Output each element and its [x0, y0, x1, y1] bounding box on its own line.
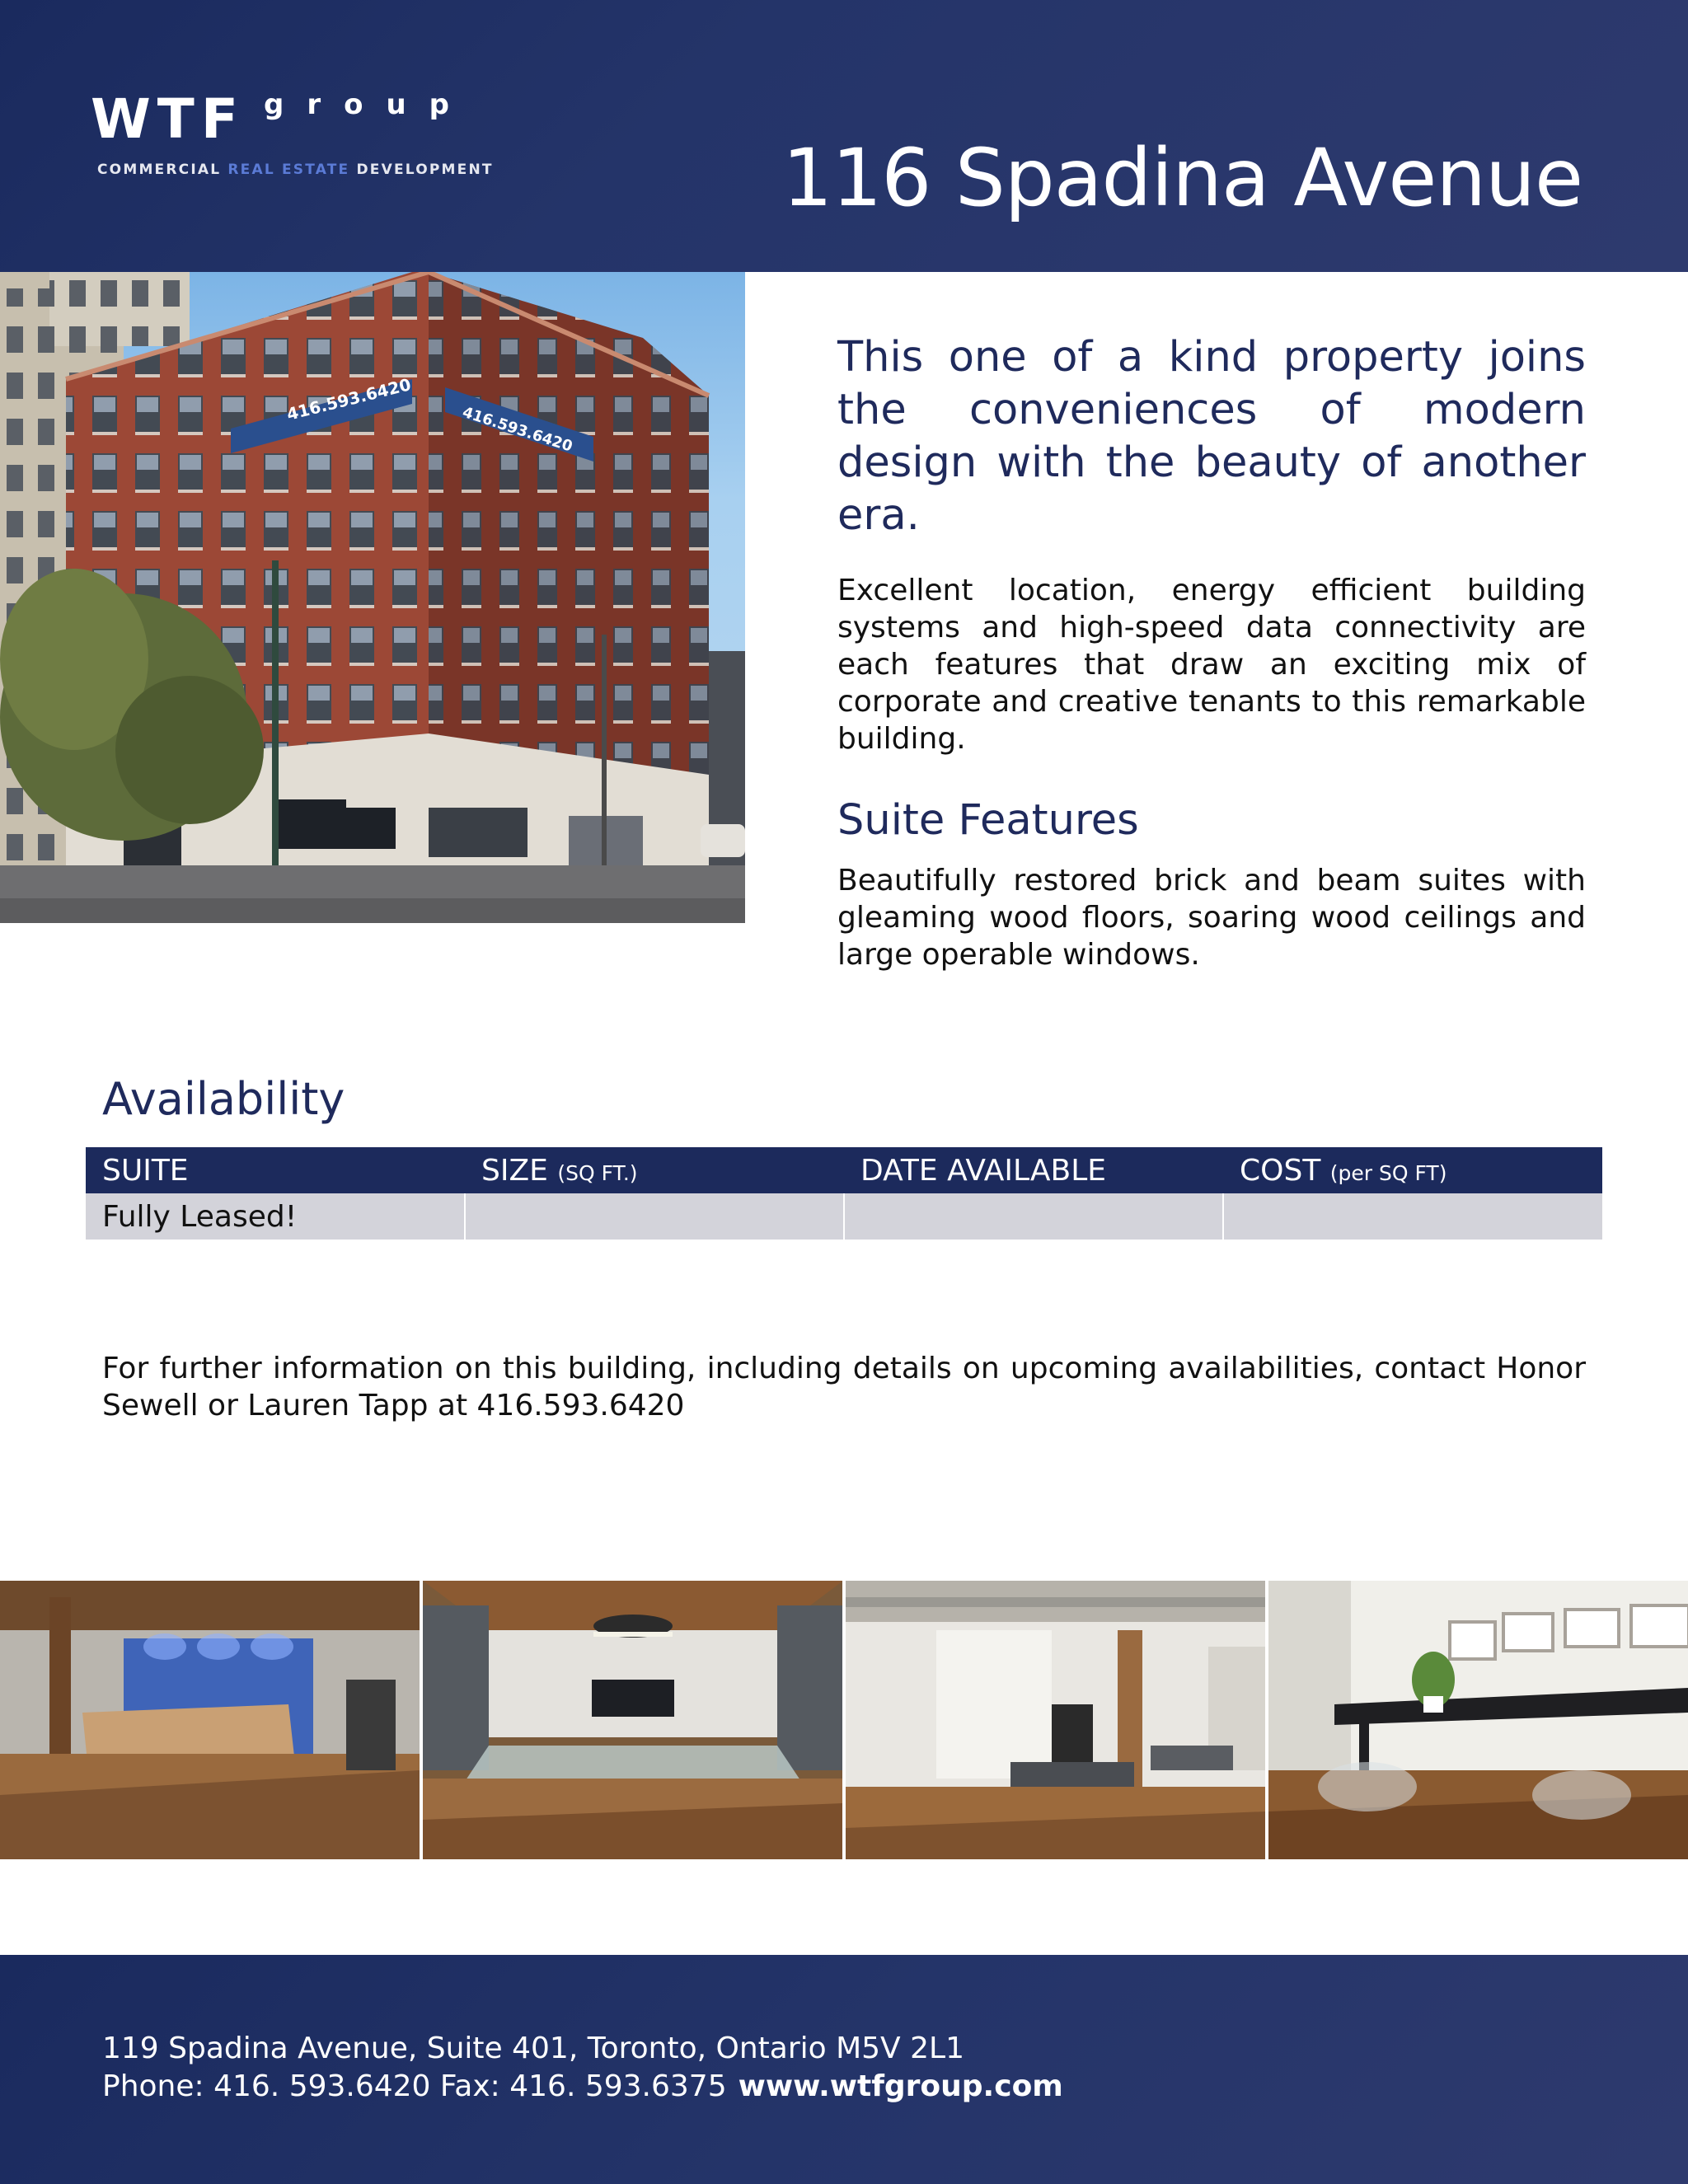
footer-banner — [0, 1955, 1688, 2184]
interior-photo-strip — [0, 1581, 1688, 1859]
banner-phone-text-2: 416.593.6420 — [460, 403, 575, 456]
reception-photo — [0, 1581, 420, 1859]
column-header-cost: COST (per SQ FT) — [1223, 1147, 1602, 1193]
table-cell-cost — [1223, 1193, 1602, 1240]
banner-phone-text-1: 416.593.6420 — [284, 374, 413, 424]
column-header-suite: SUITE — [86, 1147, 465, 1193]
column-header-size: SIZE (SQ FT.) — [465, 1147, 844, 1193]
footer-phone-fax: Phone: 416. 593.6420 Fax: 416. 593.6375 — [102, 2069, 727, 2103]
footer-address: 119 Spadina Avenue, Suite 401, Toronto, Ontario M5V 2L1 — [102, 2032, 964, 2065]
building-exterior-photo — [0, 272, 745, 923]
contact-note: For further information on this building, including details on upcoming availabilities, contact Honor Sewell or Lauren Tapp at 416.593.6420 — [102, 1352, 1586, 1422]
footer-contact-line — [102, 2069, 1063, 2104]
table-header-row — [86, 1147, 1602, 1193]
logo-tagline: COMMERCIAL REAL ESTATE DEVELOPMENT — [97, 162, 494, 178]
availability-heading: Availability — [102, 1073, 345, 1125]
property-description — [837, 331, 1586, 973]
table-row — [86, 1193, 1602, 1240]
logo-superscript: group — [264, 88, 473, 121]
suite-features-heading: Suite Features — [837, 796, 1139, 845]
lead-paragraph: This one of a kind property joins the conveniences of modern design with the beauty of another era. — [837, 333, 1586, 540]
logo-wordmark: WTF — [91, 87, 245, 151]
page-title: 116 Spadina Avenue — [782, 132, 1582, 225]
open-office-photo — [846, 1581, 1265, 1859]
footer-website-link[interactable]: www.wtfgroup.com — [738, 2069, 1063, 2103]
meeting-room-photo — [1268, 1581, 1688, 1859]
wtf-group-logo — [91, 87, 519, 191]
availability-table — [86, 1147, 1602, 1240]
header-banner — [0, 0, 1688, 272]
description-paragraph: Excellent location, energy efficient building systems and high-speed data connectivity are each features that draw an exciting mix of corporate and creative tenants to this remarkable building. — [837, 574, 1586, 756]
column-header-date-available: DATE AVAILABLE — [844, 1147, 1223, 1193]
suite-features-paragraph: Beautifully restored brick and beam suites with gleaming wood floors, soaring wood ceilings and large operable windows. — [837, 864, 1586, 972]
table-cell-date — [844, 1193, 1223, 1240]
table-cell-size — [465, 1193, 844, 1240]
table-cell-suite: Fully Leased! — [86, 1193, 465, 1240]
boardroom-photo — [423, 1581, 842, 1859]
